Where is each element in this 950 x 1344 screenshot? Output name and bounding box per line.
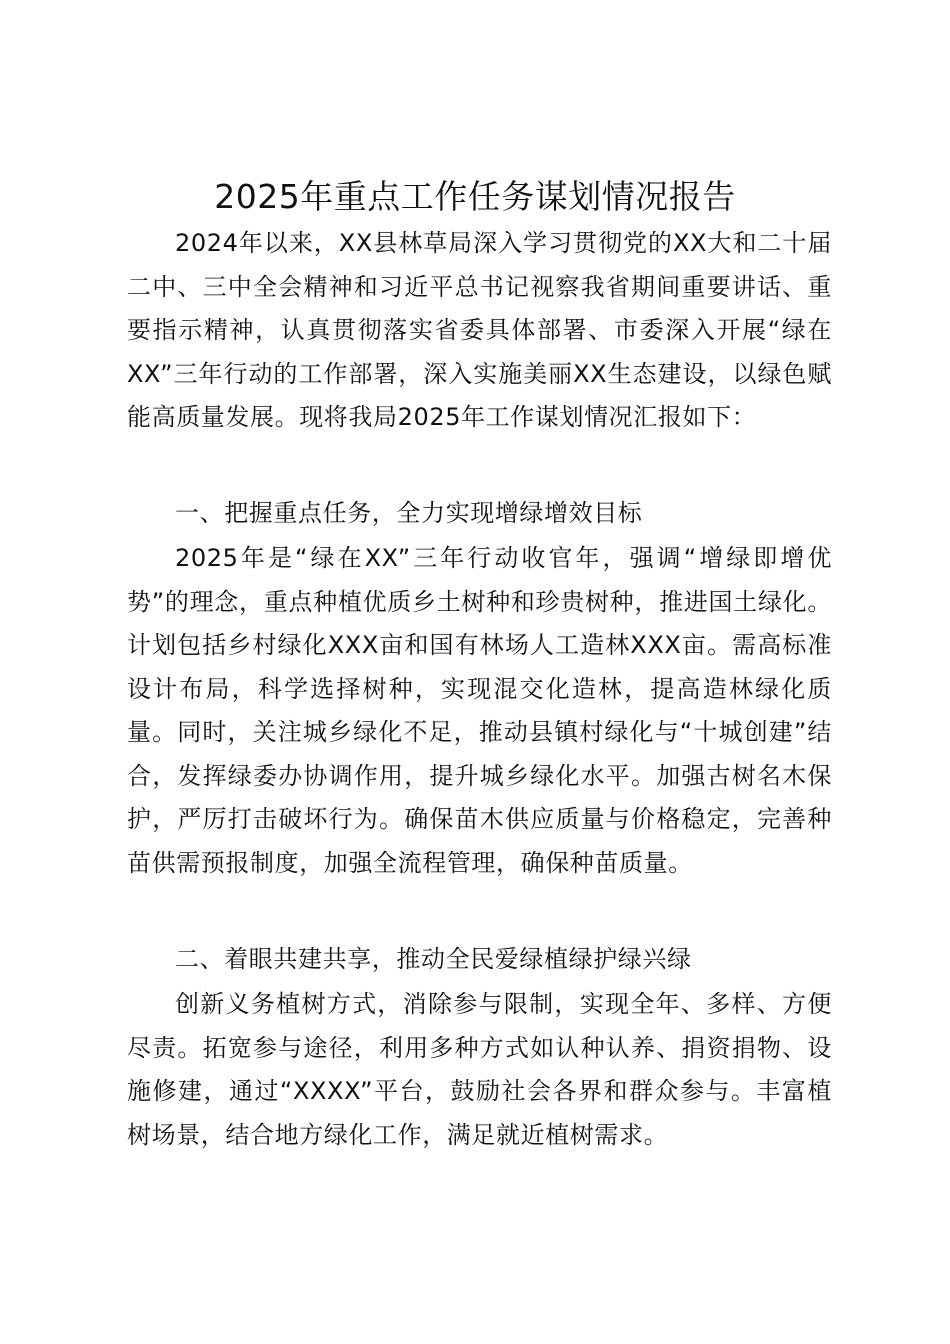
document-title: 2025年重点工作任务谋划情况报告	[214, 177, 736, 216]
section-2-heading: 二、着眼共建共享，推动全民爱绿植绿护绿兴绿	[175, 945, 692, 973]
section-2-paragraph: 创新义务植树方式，消除参与限制，实现全年、多样、方便尽责。拓宽参与途径，利用多种方式如认种认养、捐资捐物、设施修建，通过“XXXX”平台，鼓励社会各界和群众参与。丰富植树场景，结合地方绿化工作，满足就近植树需求。	[127, 990, 832, 1149]
intro-paragraph: 2024年以来，XX县林草局深入学习贯彻党的XX大和二十届二中、三中全会精神和习近平总书记视察我省期间重要讲话、重要指示精神，认真贯彻落实省委具体部署、市委深入开展“绿在XX”三年行动的工作部署，深入实施美丽XX生态建设，以绿色赋能高质量发展。现将我局2025年工作谋划情况汇报如下：	[127, 229, 832, 431]
section-1-paragraph: 2025年是“绿在XX”三年行动收官年，强调“增绿即增优势”的理念，重点种植优质乡土树种和珍贵树种，推进国土绿化。计划包括乡村绿化XXX亩和国有林场人工造林XXX亩。需高标准设计布局，科学选择树种，实现混交化造林，提高造林绿化质量。同时，关注城乡绿化不足，推动县镇村绿化与“十城创建”结合，发挥绿委办协调作用，提升城乡绿化水平。加强古树名木保护，严厉打击破坏行为。确保苗木供应质量与价格稳定，完善种苗供需预报制度，加强全流程管理，确保种苗质量。	[127, 544, 832, 877]
section-1-heading: 一、把握重点任务，全力实现增绿增效目标	[175, 499, 643, 527]
